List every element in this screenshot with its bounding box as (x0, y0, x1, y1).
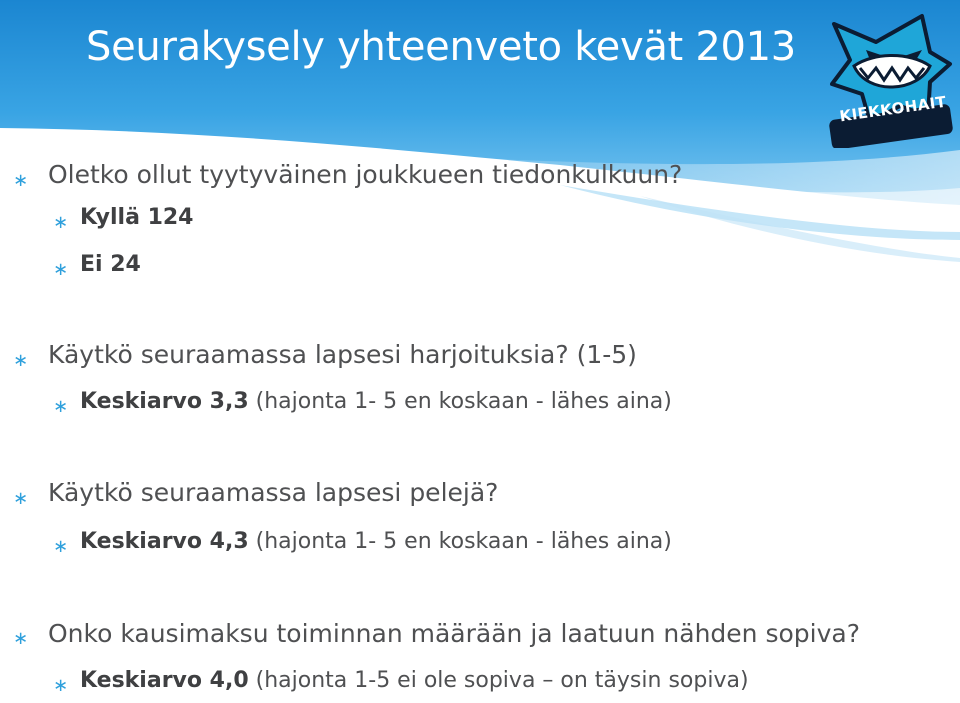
question-3: Käytkö seuraamassa lapsesi pelejä? (48, 478, 499, 507)
bullet-icon: ∗ (13, 628, 29, 649)
answer-1-1: Kyllä 124 (80, 205, 194, 230)
bullet-icon: ∗ (53, 675, 69, 696)
bullet-icon: ∗ (53, 212, 69, 233)
slide-title: Seurakysely yhteenveto kevät 2013 (86, 24, 796, 70)
bullet-icon: ∗ (53, 259, 69, 280)
bullet-icon: ∗ (13, 488, 29, 509)
question-2: Käytkö seuraamassa lapsesi harjoituksia? (1-5) (48, 340, 637, 369)
answer-3-1: Keskiarvo 4,3 (hajonta 1- 5 en koskaan - lähes aina) (80, 529, 672, 554)
bullet-icon: ∗ (53, 396, 69, 417)
question-4: Onko kausimaksu toiminnan määrään ja laatuun nähden sopiva? (48, 619, 860, 648)
logo-text: KIEKKOHAIT (838, 92, 948, 126)
bullet-icon: ∗ (13, 350, 29, 371)
answer-1-2: Ei 24 (80, 252, 141, 277)
answer-2-1: Keskiarvo 3,3 (hajonta 1- 5 en koskaan - lähes aina) (80, 389, 672, 414)
answer-4-1: Keskiarvo 4,0 (hajonta 1-5 ei ole sopiva – on täysin sopiva) (80, 668, 749, 693)
bullet-icon: ∗ (13, 170, 29, 191)
bullet-icon: ∗ (53, 536, 69, 557)
question-1: Oletko ollut tyytyväinen joukkueen tiedonkulkuun? (48, 160, 683, 189)
shark-mascot-icon (826, 12, 954, 148)
